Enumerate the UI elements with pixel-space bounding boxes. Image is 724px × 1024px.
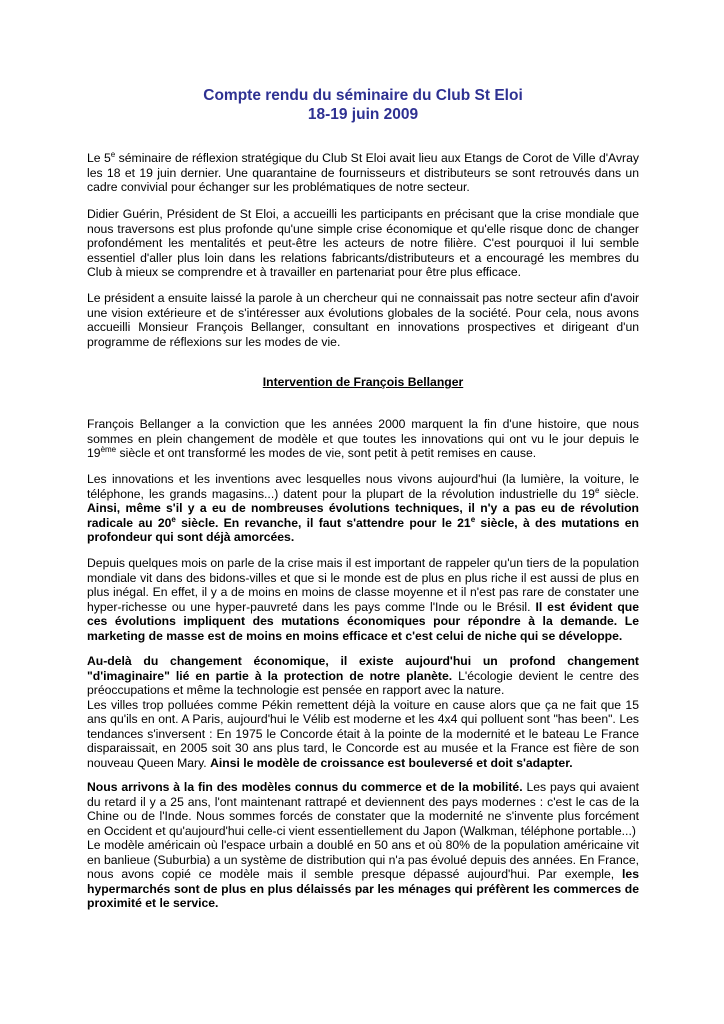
superscript: e (110, 150, 116, 159)
bold-span: Il est évident que ces évolutions impliquent des mutations économiques pour répondre à la demande. Le marketing de masse est de moins en moins efficace et c'est celui de niche qui se développe. (87, 599, 639, 643)
paragraph-intro (87, 151, 639, 195)
text-span: siècle et ont transformé les modes de vie, sont petit à petit remises en cause. (116, 446, 537, 460)
paragraph-imaginary (87, 654, 639, 770)
superscript: ème (100, 445, 117, 454)
superscript: e (470, 514, 476, 524)
text-span: siècle. (599, 486, 640, 501)
title-line-2: 18-19 juin 2009 (307, 106, 419, 123)
paragraph-conviction (87, 417, 639, 461)
text-span: Depuis quelques mois on parle de la crise mais il est important de rappeler qu'un tiers de la population mondiale vit dans des bidons-villes et que si le monde est de plus en plus riche il est aussi de plus en plus inégal. En effet, il y a de moins en moins de classe moyenne et il n'est pas rare de constater une hyper-richesse ou une hyper-pauvreté dans les pays comme l'Inde ou le Brésil. (87, 556, 639, 614)
bold-span: Ainsi, même s'il y a eu de nombreuses évolutions techniques, il n'y a pas eu de révolution radicale au 20 (87, 501, 639, 530)
text-span: Le modèle américain où l'espace urbain a doublé en 50 ans et où 80% de la population américaine vit en banlieue (Suburbia) a un système de distribution qui n'a pas évolué depuis des années. En France, nous avons copié ce modèle mais il semble presque dépassé aujourd'hui. Par exemple, (87, 838, 639, 881)
paragraph-commerce (87, 780, 639, 911)
paragraph-president: Didier Guérin, Président de St Eloi, a accueilli les participants en précisant que la crise mondiale que nous traversons est plus profonde qu'une simple crise économique et qu'elle risque donc de changer profondément les mentalités et peut-être les acteurs de notre filière. C'est pourquoi il lui semble essentiel d'aller plus loin dans les relations fabricants/distributeurs et a encouragé les membres du Club à mieux se comprendre et à travailler en partenariat pour être plus efficace. (87, 207, 639, 279)
bold-span: Nous arrivons à la fin des modèles connus du commerce et de la mobilité. (87, 780, 523, 794)
document-title (87, 86, 639, 124)
paragraph-crisis (87, 556, 639, 643)
text-span: Les pays qui avaient du retard il y a 25 ans, l'ont maintenant rattrapé et deviennent des pays modernes : c'est le cas de la Chine ou de l'Inde. Nous sommes forcés de constater que la modernité ne s'invente plus forcément en Occident et qu'aujourd'hui celle-ci vient essentiellement du Japon (Walkman, téléphone portable...) (87, 780, 640, 838)
text-span: Les villes trop polluées comme Pékin remettent déjà la voiture en cause alors que ça ne fait que 15 ans qu'ils en ont. A Paris, aujourd'hui le Vélib est moderne et les 4x4 qui polluent sont "has been". Les tendances s'inversent : En 1975 le Concorde était à la pointe de la modernité et le bateau Le France disparaissait, en 2005 soit 30 ans plus tard, le Concorde est au musée et la France est fière de son nouveau Queen Mary. (87, 697, 639, 770)
bold-span: Ainsi le modèle de croissance est bouleversé et doit s'adapter. (210, 755, 573, 770)
paragraph-researcher: Le président a ensuite laissé la parole à un chercheur qui ne connaissait pas notre secteur afin d'avoir une vision extérieure et de s'intéresser aux évolutions globales de la société. Pour cela, nous avons accueilli Monsieur François Bellanger, consultant en innovations prospectives et dirigeant d'un programme de réflexions sur les modes de vie. (87, 291, 639, 349)
text-span: Le 5 (87, 151, 111, 165)
bold-span: les hypermarchés sont de plus en plus délaissés par les ménages qui préfèrent les commerces de proximité et le service. (87, 867, 639, 910)
text-span: séminaire de réflexion stratégique du Club St Eloi avait lieu aux Etangs de Corot de Ville d'Avray les 18 et 19 juin dernier. Une quarantaine de fournisseurs et distributeurs se sont retrouvés dans un cadre convivial pour échanger sur les problématiques de notre secteur. (87, 151, 639, 194)
superscript: e (171, 514, 176, 524)
text-span: L'écologie devient le centre des préoccupations et même la technologie est pensée en rapport avec la nature. (87, 668, 639, 697)
bold-span: siècle, à des mutations en profondeur qui sont déjà amorcées. (87, 515, 639, 544)
bold-span: Au-delà du changement économique, il existe aujourd'hui un profond changement "d'imaginaire" lié en partie à la protection de notre planète. (87, 654, 639, 683)
text-span: François Bellanger a la conviction que les années 2000 marquent la fin d'une histoire, que nous sommes en plein changement de modèle et que toutes les innovations qui ont vu le jour depuis le 19 (87, 417, 639, 460)
section-heading: Intervention de François Bellanger (262, 375, 464, 389)
text-span: Les innovations et les inventions avec lesquelles nous vivons aujourd'hui (la lumière, la voiture, le téléphone, les grands magasins...) datent pour la plupart de la révolution industrielle du 19 (87, 472, 639, 501)
title-line-1: Compte rendu du séminaire du Club St Eloi (203, 87, 523, 104)
paragraph-innovations (87, 472, 639, 545)
superscript: e (594, 485, 600, 495)
bold-span: siècle. En revanche, il faut s'attendre pour le 21 (175, 515, 471, 530)
